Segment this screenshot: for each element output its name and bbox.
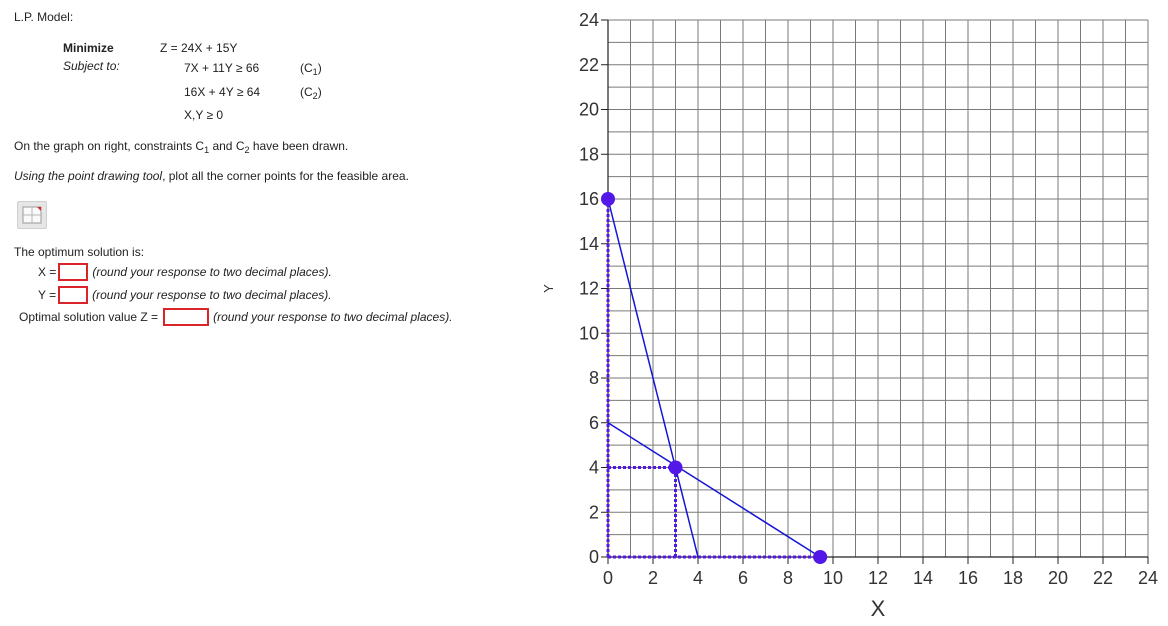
x-tick-label: 4 (692, 568, 704, 588)
subject-to-label: Subject to: (63, 59, 120, 73)
y-answer-row (38, 286, 332, 304)
y-tick-label: 4 (588, 457, 599, 478)
minimize-label: Minimize (63, 41, 114, 55)
y-tick-label: 24 (578, 10, 599, 30)
x-tick-label: 20 (1047, 568, 1069, 588)
instruction-constraints-drawn: On the graph on right, constraints $C_1$ and $C_2$ have been drawn. (14, 139, 349, 155)
point-drawing-tool-icon (18, 202, 46, 228)
x-tick-label: 14 (912, 568, 934, 588)
x-tick-label: 0 (602, 568, 614, 588)
nonnegativity-constraint: X,Y ≥ 0 (184, 108, 224, 122)
y-tick-label: 0 (588, 547, 599, 567)
y-answer-input[interactable] (58, 286, 88, 304)
x-tick-label: 10 (822, 568, 844, 588)
constraint-c2-tag: $(C_2)$ (300, 85, 322, 101)
corner-point[interactable] (669, 461, 683, 475)
y-tick-label: 18 (578, 144, 599, 165)
model-header: L.P. Model: (14, 10, 74, 24)
y-round-note: (round your response to two decimal places). (92, 288, 332, 302)
x-answer-input[interactable] (58, 263, 88, 281)
lp-graph[interactable] (540, 0, 1168, 626)
constraint-c2-expression: 16X + 4Y ≥ 64 (184, 85, 261, 99)
y-tick-label: 6 (588, 412, 599, 433)
x-axis-title: X (870, 596, 886, 621)
x-tick-label: 2 (647, 568, 659, 588)
x-answer-row (38, 263, 332, 281)
point-drawing-tool-button[interactable] (17, 201, 47, 229)
y-tick-label: 8 (588, 368, 599, 388)
y-answer-label: Y = (38, 288, 57, 302)
x-tick-label: 22 (1092, 568, 1114, 588)
corner-point[interactable] (813, 550, 827, 564)
y-tick-label: 16 (578, 189, 599, 209)
y-tick-label: 20 (578, 99, 599, 120)
y-tick-label: 22 (578, 54, 599, 75)
z-answer-row (19, 308, 453, 326)
x-tick-label: 16 (957, 568, 979, 588)
objective-function: Z = 24X + 15Y (160, 41, 238, 55)
corner-point[interactable] (601, 192, 615, 206)
z-answer-label: Optimal solution value Z = (19, 310, 159, 324)
x-tick-label: 18 (1002, 568, 1024, 588)
x-tick-label: 24 (1137, 568, 1159, 588)
y-tick-label: 10 (578, 323, 599, 344)
x-answer-label: X = (38, 265, 57, 279)
instruction-plot-points: Using the point drawing tool, plot all the corner points for the feasible area. (14, 169, 409, 183)
y-tick-label: 14 (578, 233, 599, 254)
x-tick-label: 6 (737, 568, 749, 588)
constraint-c1-expression: 7X + 11Y ≥ 66 (184, 61, 260, 75)
z-round-note: (round your response to two decimal places). (213, 310, 453, 324)
constraint-c1-tag: $(C_1)$ (300, 61, 322, 77)
z-answer-input[interactable] (163, 308, 209, 326)
x-tick-label: 8 (782, 568, 794, 588)
x-tick-label: 12 (867, 568, 889, 588)
y-tick-label: 12 (578, 278, 599, 299)
optimum-solution-heading: The optimum solution is: (14, 245, 145, 259)
y-axis-title: Y (541, 284, 556, 293)
y-tick-label: 2 (588, 502, 599, 523)
x-round-note: (round your response to two decimal places). (92, 265, 332, 279)
